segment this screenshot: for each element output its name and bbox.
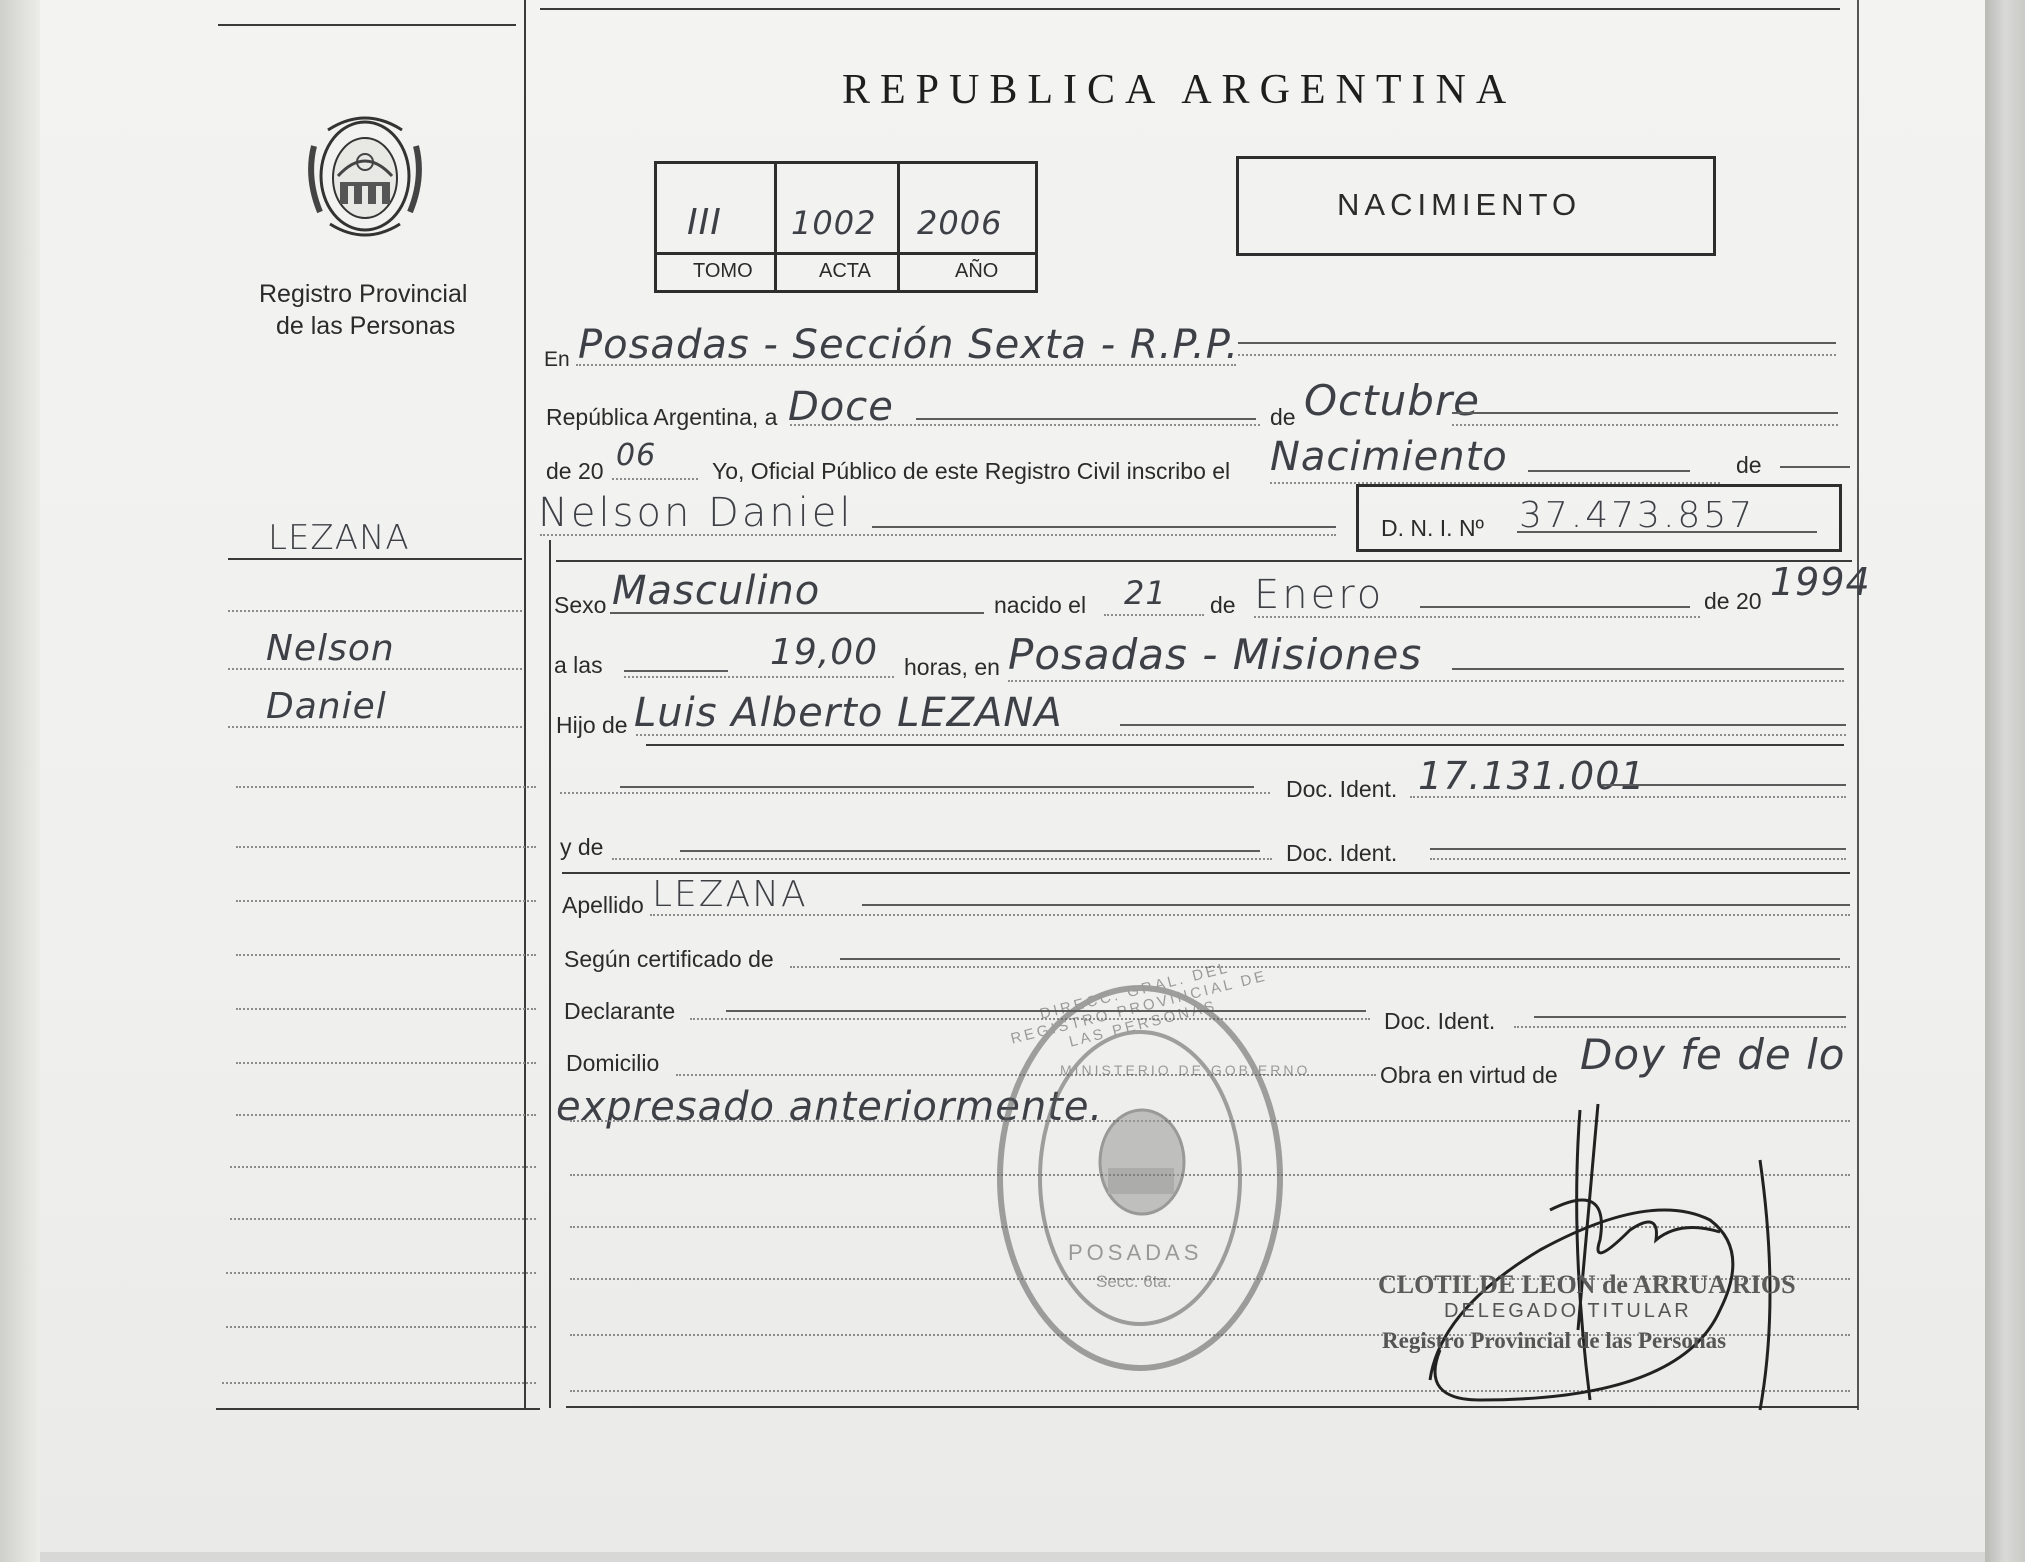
margin-given-name-1: Nelson bbox=[266, 628, 395, 669]
margin-rule bbox=[236, 846, 536, 848]
de-rule bbox=[1780, 466, 1850, 468]
sexo-label: Sexo bbox=[554, 592, 607, 618]
republica-label: República Argentina, a bbox=[546, 404, 778, 430]
year-rule bbox=[612, 478, 698, 480]
stamp-sub: Secc. 6ta. bbox=[1096, 1272, 1172, 1291]
margin-rule bbox=[236, 1114, 536, 1116]
signature-name: CLOTILDE LEON de ARRUA RIOS bbox=[1378, 1270, 1796, 1299]
place-dotted-rule bbox=[576, 364, 1236, 366]
horas-label: horas, en bbox=[904, 654, 1000, 680]
day-rule bbox=[916, 418, 1256, 420]
provincial-seal-icon bbox=[300, 106, 430, 256]
hijo-label: Hijo de bbox=[556, 712, 628, 738]
margin-rule bbox=[228, 668, 522, 670]
margin-rule bbox=[236, 954, 536, 956]
tomo-label: TOMO bbox=[693, 260, 753, 282]
dni-rule bbox=[1517, 531, 1817, 533]
stamp-ring-text: DIRECC. GRAL. DEL REGISTRO PROVINCIAL DE LAS PERSONAS bbox=[1008, 959, 1270, 1051]
declarante-doc-rule bbox=[1534, 1016, 1846, 1018]
apellido-label: Apellido bbox=[562, 892, 644, 918]
father-doc-dotted-rule bbox=[1410, 796, 1846, 798]
declarante-doc-dotted-rule bbox=[1514, 1026, 1846, 1028]
birth-month-rule bbox=[1420, 606, 1690, 608]
dni-value: 37.473.857 bbox=[1519, 495, 1756, 536]
father-name: Luis Alberto LEZANA bbox=[634, 690, 1063, 736]
apellido-dotted-rule bbox=[650, 914, 1850, 916]
birth-time-dotted-rule bbox=[624, 676, 894, 678]
en-label: En bbox=[544, 348, 570, 371]
doc-ident-label: Doc. Ident. bbox=[1286, 776, 1398, 802]
act-type-box bbox=[1236, 156, 1716, 256]
year-suffix: 06 bbox=[616, 438, 657, 473]
top-rule-right bbox=[540, 8, 1840, 10]
margin-surname-rule bbox=[228, 558, 522, 560]
birth-month-dotted-rule bbox=[1254, 616, 1700, 618]
father-dotted-rule bbox=[636, 734, 1846, 736]
stamp-city: POSADAS bbox=[1068, 1240, 1203, 1265]
day-value: Doce bbox=[788, 384, 894, 430]
margin-rule bbox=[228, 610, 522, 612]
place-value: Posadas - Sección Sexta - R.P.P. bbox=[578, 322, 1240, 368]
margin-given-name-2: Daniel bbox=[266, 686, 387, 727]
birth-month: Enero bbox=[1254, 572, 1385, 618]
signature-role: DELEGADO TITULAR bbox=[1444, 1300, 1692, 1322]
adjacent-page-edge bbox=[1985, 0, 2025, 1562]
apellido-rule bbox=[862, 904, 1850, 906]
section-divider bbox=[556, 560, 1852, 562]
dni-label: D. N. I. Nº bbox=[1381, 515, 1484, 541]
stamp-inner-text: MINISTERIO DE GOBIERNO bbox=[1060, 1062, 1311, 1078]
month-rule bbox=[1452, 424, 1838, 426]
margin-rule bbox=[236, 1062, 536, 1064]
inscribo-label: Yo, Oficial Público de este Registro Civil inscribo el bbox=[712, 458, 1231, 484]
doc-ident-label-2: Doc. Ident. bbox=[1286, 840, 1398, 866]
margin-rule bbox=[230, 1218, 536, 1220]
month-rule bbox=[1452, 412, 1838, 414]
signature-org: Registro Provincial de las Personas bbox=[1382, 1328, 1727, 1353]
margin-divider bbox=[524, 0, 526, 1410]
birth-time-rule bbox=[624, 670, 728, 672]
record-number-box bbox=[654, 161, 1038, 293]
y-de-label: y de bbox=[560, 834, 604, 860]
inscribo-rule bbox=[1528, 470, 1690, 472]
de-label: de bbox=[1270, 404, 1296, 430]
top-rule-left bbox=[218, 24, 516, 26]
mother-doc-rule bbox=[1430, 848, 1846, 850]
father-underline bbox=[646, 744, 1844, 746]
father-line2-dotted-rule bbox=[560, 792, 1270, 794]
doc-ident-label-3: Doc. Ident. bbox=[1384, 1008, 1496, 1034]
nacido-label: nacido el bbox=[994, 592, 1087, 618]
place-rule bbox=[1238, 342, 1836, 344]
birth-day-rule bbox=[1104, 614, 1204, 616]
official-stamp bbox=[990, 959, 1311, 1378]
acta-label: ACTA bbox=[819, 260, 871, 282]
anio-label: AÑO bbox=[955, 260, 999, 282]
birth-time: 19,00 bbox=[770, 632, 879, 673]
father-line2-rule bbox=[620, 786, 1254, 788]
margin-rule bbox=[226, 1326, 536, 1328]
birth-place: Posadas - Misiones bbox=[1008, 630, 1423, 679]
signature-scribble-icon bbox=[1420, 1100, 1780, 1420]
father-doc-rule bbox=[1602, 784, 1846, 786]
day-dotted-rule bbox=[790, 424, 1260, 426]
margin-rule bbox=[236, 900, 536, 902]
mother-dotted-rule bbox=[612, 858, 1272, 860]
place-rule bbox=[1238, 354, 1836, 356]
declarante-label: Declarante bbox=[564, 998, 676, 1024]
month-value: Octubre bbox=[1304, 376, 1481, 425]
birth-day: 21 bbox=[1124, 574, 1167, 612]
page-edge-shadow bbox=[0, 0, 40, 1562]
obra-label: Obra en virtud de bbox=[1380, 1062, 1558, 1088]
margin-rule bbox=[228, 726, 522, 728]
anio-value: 2006 bbox=[917, 204, 1003, 242]
sexo-value: Masculino bbox=[612, 568, 821, 614]
person-name: Nelson Daniel bbox=[538, 490, 854, 536]
domicilio-label: Domicilio bbox=[566, 1050, 660, 1076]
segun-rule bbox=[840, 958, 1840, 960]
person-name-dotted-rule bbox=[540, 534, 1336, 536]
margin-rule bbox=[230, 1166, 536, 1168]
obra-value-2: expresado anteriormente. bbox=[556, 1084, 1104, 1130]
margin-rule bbox=[222, 1382, 536, 1384]
segun-label: Según certificado de bbox=[564, 946, 774, 972]
body-left-border bbox=[549, 540, 551, 1408]
person-name-rule bbox=[872, 526, 1336, 528]
father-doc: 17.131.001 bbox=[1418, 754, 1646, 798]
margin-rule bbox=[236, 786, 536, 788]
page-title: REPUBLICA ARGENTINA bbox=[842, 67, 1517, 113]
act-type-label: NACIMIENTO bbox=[1337, 187, 1582, 222]
registry-name-line1: Registro Provincial bbox=[259, 280, 468, 308]
body-right-border bbox=[1857, 0, 1859, 1410]
tomo-value: III bbox=[687, 202, 722, 243]
registry-name-line2: de las Personas bbox=[276, 312, 456, 340]
margin-surname: LEZANA bbox=[268, 518, 410, 558]
obra-value: Doy fe de lo bbox=[1580, 1030, 1846, 1079]
inscribo-value: Nacimiento bbox=[1270, 434, 1508, 480]
margin-rule bbox=[236, 1008, 536, 1010]
a-las-label: a las bbox=[554, 652, 603, 678]
margin-rule bbox=[226, 1272, 536, 1274]
segun-dotted-rule bbox=[790, 966, 1850, 968]
margin-bottom-rule bbox=[216, 1408, 540, 1410]
birth-year: 1994 bbox=[1770, 560, 1871, 604]
de-label-2: de bbox=[1736, 452, 1762, 478]
birth-place-rule bbox=[1452, 668, 1844, 670]
apellido-value: LEZANA bbox=[652, 874, 808, 915]
de-label-3: de bbox=[1210, 592, 1236, 618]
father-rule bbox=[1120, 724, 1846, 726]
dni-box bbox=[1356, 484, 1842, 552]
birth-year-prefix: de 20 bbox=[1704, 588, 1762, 614]
year-prefix: de 20 bbox=[546, 458, 604, 484]
acta-value: 1002 bbox=[791, 204, 877, 242]
mother-rule bbox=[680, 850, 1260, 852]
sexo-rule bbox=[610, 612, 984, 614]
birth-place-dotted-rule bbox=[1008, 680, 1844, 682]
mother-doc-dotted-rule bbox=[1430, 858, 1846, 860]
